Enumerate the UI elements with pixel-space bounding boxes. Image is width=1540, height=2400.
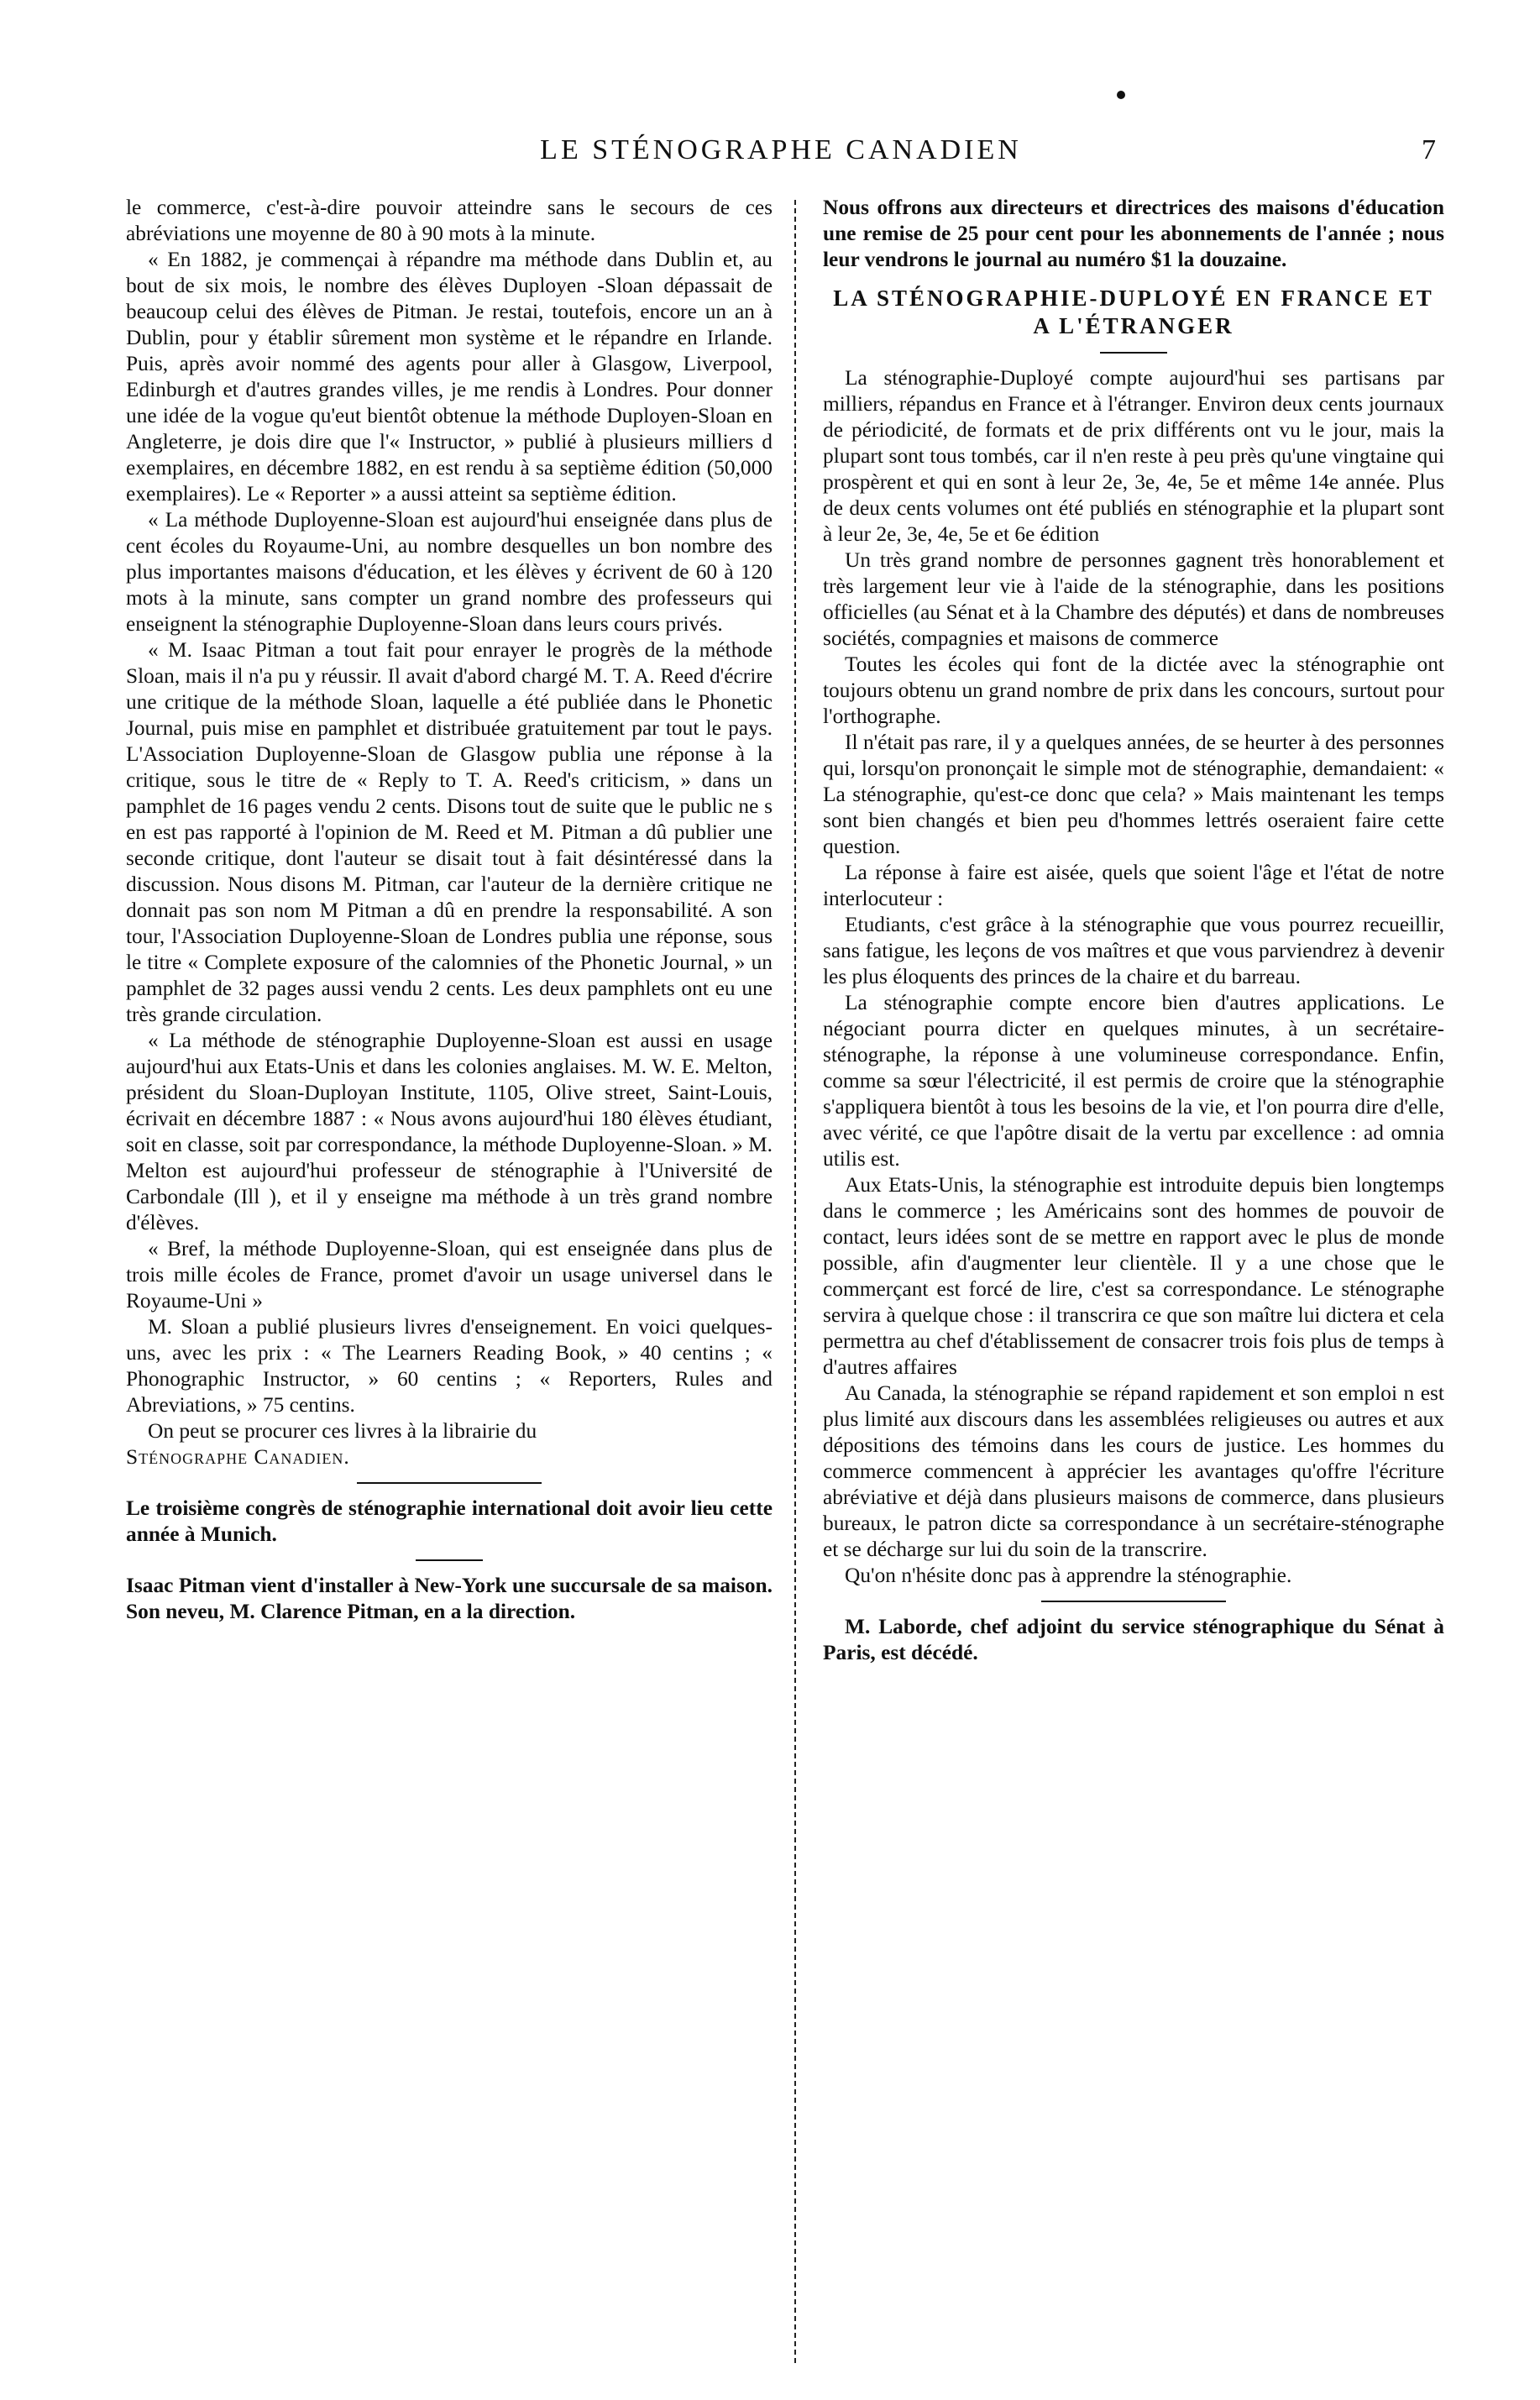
news-note: Isaac Pitman vient d'installer à New-York une succursale de sa maison. Son neveu, M. Clarence Pitman, en a la direction. bbox=[126, 1574, 773, 1623]
paragraph: Un très grand nombre de personnes gagnent très honorablement et très largement leur vie à l'aide de la sténographie, dans les positions officielles (au Sénat et à la Chambre des députés) et dans de nombreuses sociétés, compagnies et maisons de commerce bbox=[823, 548, 1444, 650]
section-heading: LA STÉNOGRAPHIE-DUPLOYÉ EN FRANCE ET A L'ÉTRANGER bbox=[833, 286, 1434, 338]
paragraph: Il n'était pas rare, il y a quelques années, de se heurter à des personnes qui, lorsqu'on prononçait le simple mot de sténographie, demandaient: « La sténographie, qu'est-ce donc que cela? » Mais maintenant les temps sont bien changés et bien peu d'hommes lettrés oseraient faire cette question. bbox=[823, 731, 1444, 858]
ink-dot bbox=[1117, 91, 1125, 99]
paragraph: Au Canada, la sténographie se répand rapidement et son emploi n est plus limité aux discours dans les assemblées religieuses ou autres et aux dépositions des témoins dans les cours de justice. Les hommes du commerce commencent à apprécier les avantages qu'offre l'écriture abréviative et déjà dans plusieurs maisons de commerce, dans plusieurs bureaux, le patron dicte sa correspondance à un secrétaire-sténographe et se décharge sur lui du soin de la transcrire. bbox=[823, 1381, 1444, 1561]
separator-rule bbox=[1041, 1601, 1226, 1602]
paragraph: La sténographie compte encore bien d'autres applications. Le négociant pourra dicter en quelques minutes, à un secrétaire-sténographe, la réponse à une volumineuse correspondance. Enfin, comme sa sœur l'électricité, il est permis de croire que la sténographie s'appliquera bientôt à tous les besoins de la vie, et l'on pourra dire d'elle, avec vérité, ce que l'apôtre disait de la vertu par excellence : ad omnia utilis est. bbox=[823, 991, 1444, 1171]
separator-rule bbox=[357, 1482, 542, 1484]
paragraph: le commerce, c'est-à-dire pouvoir atteindre sans le secours de ces abréviations une moyenne de 80 à 90 mots à la minute. bbox=[126, 196, 773, 245]
right-column bbox=[823, 195, 1444, 1666]
paragraph: On peut se procurer ces livres à la librairie du bbox=[148, 1419, 537, 1443]
subscription-notice: Nous offrons aux directeurs et directrices des maisons d'éducation une remise de 25 pour cent pour les abonnements de l'année ; nous leur vendrons le journal au numéro $1 la douzaine. bbox=[823, 196, 1444, 271]
source-credit: Sténographe Canadien. bbox=[126, 1445, 350, 1469]
paragraph: « La méthode de sténographie Duployenne-Sloan est aussi en usage aujourd'hui aux Etats-Unis et dans les colonies anglaises. M. W. E. Melton, président du Sloan-Duployan Institute, 1105, Olive street, Saint-Louis, écrivait en décembre 1887 : « Nous avons aujourd'hui 180 élèves étudiant, soit en classe, soit par correspondance, la méthode Duployenne-Sloan. » M. Melton est aujourd'hui professeur de sténographie à l'Université de Carbondale (Ill ), et il y enseigne ma méthode à un très grand nombre d'élèves. bbox=[126, 1029, 773, 1234]
paragraph: Etudiants, c'est grâce à la sténographie que vous pourrez recueillir, sans fatigue, les leçons de vos maîtres et que vous parviendrez à devenir les plus éloquents des princes de la chaire et du barreau. bbox=[823, 913, 1444, 988]
news-note: Le troisième congrès de sténographie international doit avoir lieu cette année à Munich. bbox=[126, 1496, 773, 1546]
paragraph: « Bref, la méthode Duployenne-Sloan, qui est enseignée dans plus de trois mille écoles de France, promet d'avoir un usage universel dans le Royaume-Uni » bbox=[126, 1237, 773, 1313]
paragraph: « M. Isaac Pitman a tout fait pour enrayer le progrès de la méthode Sloan, mais il n'a pu y réussir. Il avait d'abord chargé M. T. A. Reed d'écrire une critique de la méthode Sloan, laquelle a été publiée dans le Phonetic Journal, puis mise en pamphlet et distribuée gratuitement par tout le pays. L'Association Duployenne-Sloan de Glasgow publia une réponse à la critique, sous le titre de « Reply to T. A. Reed's criticism, » dans un pamphlet de 16 pages vendu 2 cents. Disons tout de suite que le public ne s en est pas rapporté à l'opinion de M. Reed et M. Pitman a dû publier une seconde critique, dont l'auteur se disait tout à fait désintéressé dans la discussion. Nous disons M. Pitman, car l'auteur de la dernière critique ne donnait pas son nom M Pitman a dû en prendre la responsabilité. A son tour, l'Association Duployenne-Sloan de Londres publia une réponse, sous le titre « Complete exposure of the calomnies of the Phonetic Journal, » un pamphlet de 32 pages aussi vendu 2 cents. Les deux pamphlets ont eu une très grande circulation. bbox=[126, 638, 773, 1026]
separator-rule bbox=[1100, 352, 1167, 354]
paragraph: Toutes les écoles qui font de la dictée avec la sténographie ont toujours obtenu un grand nombre de prix dans les concours, surtout pour l'orthographe. bbox=[823, 652, 1444, 728]
page-header bbox=[126, 134, 1436, 176]
page-number: 7 bbox=[1422, 134, 1436, 165]
paragraph: La réponse à faire est aisée, quels que soient l'âge et l'état de notre interlocuteur : bbox=[823, 861, 1444, 910]
paragraph: « En 1882, je commençai à répandre ma méthode dans Dublin et, au bout de six mois, le nombre des élèves Duployen -Sloan dépassait de beaucoup celui des élèves de Pitman. Je restai, toutefois, encore un an à Dublin, pour y établir sûrement mon système et le répandre en Irlande. Puis, après avoir nommé des agents pour aller à Glasgow, Liverpool, Edinburgh et d'autres grandes villes, je me rendis à Londres. Pour donner une idée de la vogue qu'eut bientôt obtenue la méthode Duployen-Sloan en Angleterre, je dois dire que l'« Instructor, » publié à plusieurs milliers d exemplaires, en décembre 1882, en est rendu à sa septième édition (50,000 exemplaires). Le « Reporter » a aussi atteint sa septième édition. bbox=[126, 248, 773, 506]
paragraph: Qu'on n'hésite donc pas à apprendre la sténographie. bbox=[845, 1564, 1292, 1587]
separator-rule bbox=[416, 1559, 483, 1561]
column-divider bbox=[794, 200, 796, 2366]
paragraph: Aux Etats-Unis, la sténographie est introduite depuis bien longtemps dans le commerce ; les Américains sont des hommes de pouvoir de contact, leurs idées sont de se mettre en rapport avec le plus de monde possible, afin d'augmenter leur clientèle. Il y a une chose que le commerçant est forcé de lire, c'est sa correspondance. Le sténographe servira à quelque chose : il transcrira ce que son maître lui dictera et cela permettra au chef d'établissement de consacrer trois fois plus de temps à d'autres affaires bbox=[823, 1173, 1444, 1379]
paragraph: « La méthode Duployenne-Sloan est aujourd'hui enseignée dans plus de cent écoles du Royaume-Uni, au nombre desquelles un bon nombre des plus importantes maisons d'éducation, et les élèves y écrivent de 60 à 120 mots à la minute, sans compter un grand nombre des professeurs qui enseignent la sténographie Duployenne-Sloan dans leurs cours privés. bbox=[126, 508, 773, 636]
paragraph: La sténographie-Duployé compte aujourd'hui ses partisans par milliers, répandus en France et à l'étranger. Environ deux cents journaux de périodicité, de formats et de prix différents ont vu le jour, mais la plupart sont tous tombés, car il n'en reste à peu près qu'une vingtaine qui prospèrent et qui en sont à leur 2e, 3e, 4e, 5e et même 14e année. Plus de deux cents volumes ont été publiés en sténographie et la plupart sont à leur 2e, 3e, 4e, 5e et 6e édition bbox=[823, 366, 1444, 546]
paragraph: M. Sloan a publié plusieurs livres d'enseignement. En voici quelques-uns, avec les prix : « The Learners Reading Book, » 40 centins ; « Phonographic Instructor, » 60 centins ; « Reporters, Rules and Abreviations, » 75 centins. bbox=[126, 1315, 773, 1417]
journal-title: LE STÉNOGRAPHE CANADIEN bbox=[540, 134, 1022, 165]
news-note: M. Laborde, chef adjoint du service sténographique du Sénat à Paris, est décédé. bbox=[823, 1615, 1444, 1664]
left-column bbox=[126, 195, 773, 1625]
